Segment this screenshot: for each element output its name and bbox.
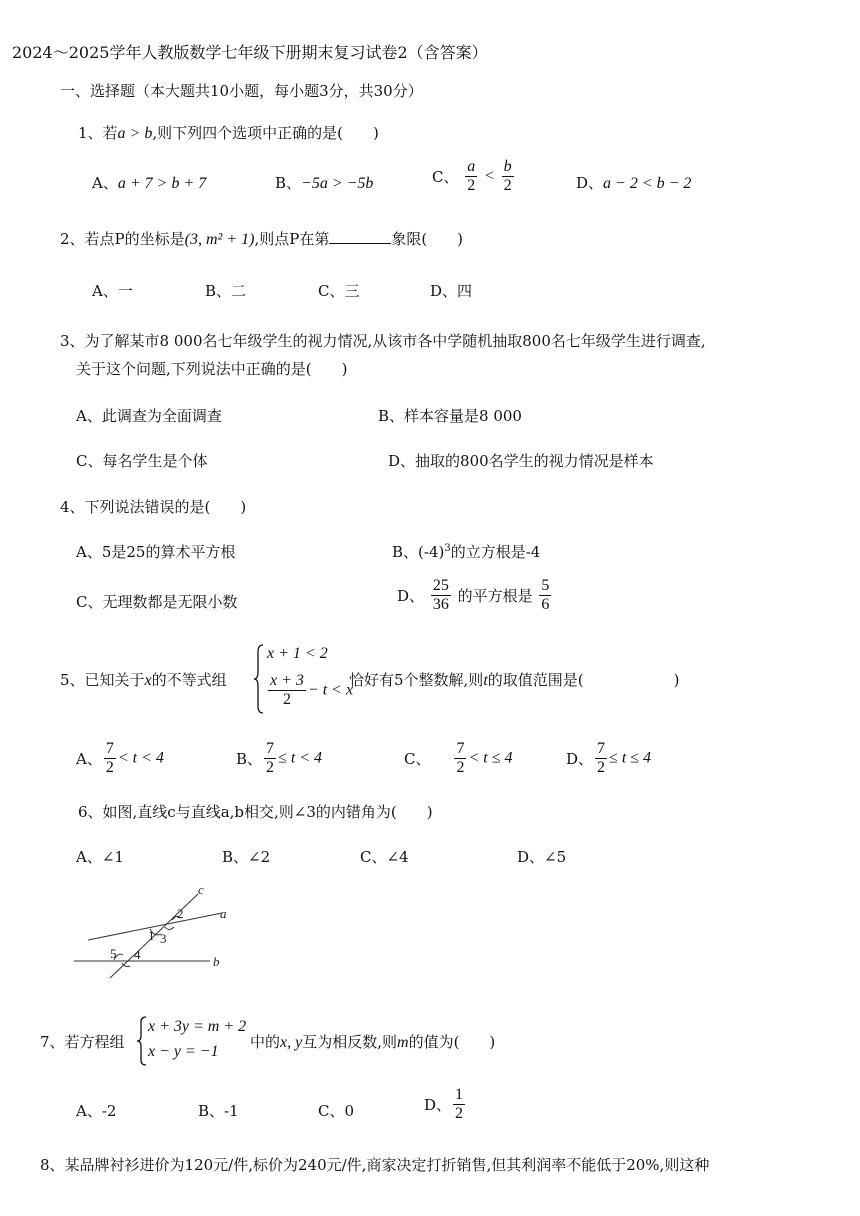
q6-option-d[interactable]: D、∠5 xyxy=(517,848,567,866)
line-a xyxy=(88,913,222,940)
q1-option-c[interactable]: C、 $\frac{a}{2}$ < $\frac{b}{2}$ xyxy=(432,158,512,194)
question-4-stem: 4、下列说法错误的是( ) xyxy=(60,498,247,516)
question-3-line1: 3、为了解某市8 000名七年级学生的视力情况,从该市各中学随机抽取800名七年级学生进行调查, xyxy=(60,332,706,350)
label-b: b xyxy=(213,954,220,969)
q4-option-a[interactable]: A、5是25的算术平方根 xyxy=(76,543,236,561)
label-a: a xyxy=(220,906,227,921)
question-7-stem-left: 7、若方程组 xyxy=(40,1033,125,1051)
question-1-stem: 1、若a > b,则下列四个选项中正确的是( ) xyxy=(78,124,379,142)
label-angle-1: 1 xyxy=(148,928,155,943)
question-7-stem-right: 中的x, y互为相反数,则m的值为( ) xyxy=(250,1033,496,1051)
q2-option-d[interactable]: D、四 xyxy=(430,282,473,300)
q5-inequality-2: $\frac{x + 3}{2}$ − t < x xyxy=(270,672,354,708)
q7-equation-2: x − y = −1 xyxy=(148,1043,219,1060)
document-title: 2024～2025学年人教版数学七年级下册期末复习试卷2（含答案） xyxy=(12,43,488,62)
q3-option-a[interactable]: A、此调查为全面调查 xyxy=(76,407,222,425)
q3-option-c[interactable]: C、每名学生是个体 xyxy=(76,452,208,470)
q7-option-b[interactable]: B、-1 xyxy=(198,1102,239,1120)
q7-option-d[interactable]: D、 $\frac{1}{2}$ xyxy=(424,1086,464,1122)
q5-inequality-1: x + 1 < 2 xyxy=(267,645,328,662)
q5-option-c[interactable]: C、 $\frac{7}{2}$ < t ≤ 4 xyxy=(404,740,513,776)
question-8-line1: 8、某品牌衬衫进价为120元/件,标价为240元/件,商家决定打折销售,但其利润率不能低于20%,则这种 xyxy=(40,1156,710,1174)
system-brace-q7 xyxy=(137,1016,147,1066)
question-6-stem: 6、如图,直线c与直线a,b相交,则∠3的内错角为( ) xyxy=(78,803,433,821)
q1-option-b[interactable]: B、−5a > −5b xyxy=(275,174,374,192)
label-angle-5: 5 xyxy=(110,946,117,961)
q2-option-b[interactable]: B、二 xyxy=(205,282,247,300)
q6-option-a[interactable]: A、∠1 xyxy=(76,848,124,866)
q2-option-a[interactable]: A、一 xyxy=(92,282,133,300)
label-angle-4: 4 xyxy=(134,947,141,962)
system-brace xyxy=(254,644,264,714)
q7-equation-1: x + 3y = m + 2 xyxy=(148,1018,247,1035)
q6-option-c[interactable]: C、∠4 xyxy=(360,848,409,866)
label-angle-2: 2 xyxy=(177,906,184,921)
q3-option-b[interactable]: B、样本容量是8 000 xyxy=(378,407,522,425)
answer-blank[interactable] xyxy=(329,229,391,244)
q1-option-d[interactable]: D、a − 2 < b − 2 xyxy=(576,174,692,192)
question-5-stem-left: 5、已知关于x的不等式组 xyxy=(60,671,227,689)
q4-option-d[interactable]: D、 $\frac{25}{36}$ 的平方根是 $\frac{5}{6}$ xyxy=(397,577,550,613)
q3-option-d[interactable]: D、抽取的800名学生的视力情况是样本 xyxy=(388,452,654,470)
q6-figure xyxy=(70,882,240,992)
label-angle-3: 3 xyxy=(160,931,167,946)
q2-option-c[interactable]: C、三 xyxy=(318,282,360,300)
q5-option-b[interactable]: B、 $\frac{7}{2}$ ≤ t < 4 xyxy=(236,740,323,776)
section-heading: 一、选择题（本大题共10小题，每小题3分，共30分） xyxy=(60,82,423,100)
q5-option-a[interactable]: A、 $\frac{7}{2}$ < t < 4 xyxy=(76,740,164,776)
q6-option-b[interactable]: B、∠2 xyxy=(222,848,271,866)
q4-option-b[interactable]: B、$(-4)^3$的立方根是-4 xyxy=(392,543,541,561)
question-2-stem: 2、若点P的坐标是(3, m² + 1),则点P在第 象限( ) xyxy=(60,230,464,248)
q4-option-c[interactable]: C、无理数都是无限小数 xyxy=(76,593,238,611)
label-c: c xyxy=(198,882,204,897)
q7-option-a[interactable]: A、-2 xyxy=(76,1102,117,1120)
question-3-line2: 关于这个问题,下列说法中正确的是( ) xyxy=(76,360,348,378)
q5-option-d[interactable]: D、 $\frac{7}{2}$ ≤ t ≤ 4 xyxy=(566,740,652,776)
q1-option-a[interactable]: A、a + 7 > b + 7 xyxy=(92,174,207,192)
question-5-stem-right: 恰好有5个整数解,则t的取值范围是( ) xyxy=(349,671,680,689)
q7-option-c[interactable]: C、0 xyxy=(318,1102,355,1120)
